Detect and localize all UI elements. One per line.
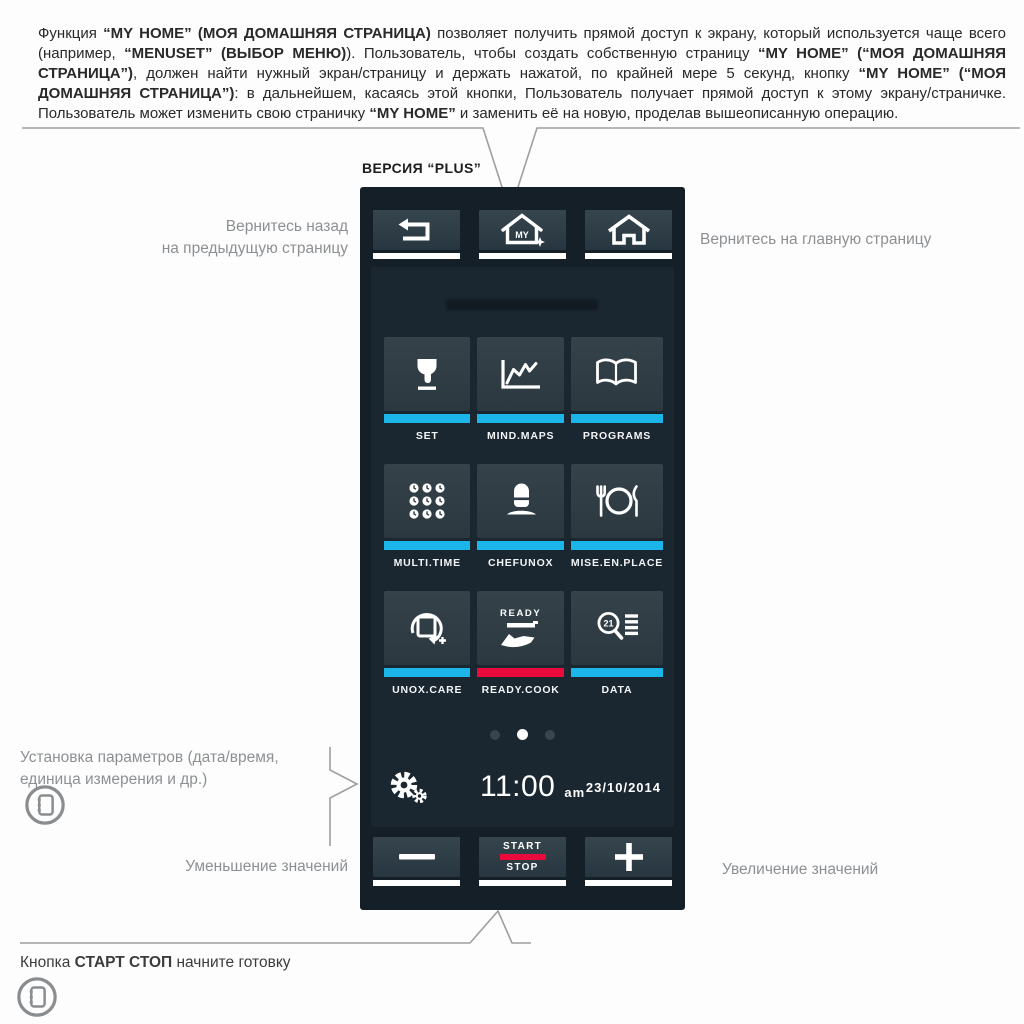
my-home-button[interactable] bbox=[479, 210, 566, 250]
tile-label: DATA bbox=[601, 684, 633, 696]
start-stop-button[interactable] bbox=[479, 837, 566, 877]
back-button-underline bbox=[373, 253, 460, 259]
tile-label: MULTI.TIME bbox=[393, 557, 461, 569]
hand-tray-icon bbox=[495, 621, 547, 649]
start-stop-note: Кнопка СТАРТ СТОП начните готовку bbox=[20, 954, 291, 971]
tile-data[interactable] bbox=[571, 591, 663, 696]
clock-date: 23/10/2014 bbox=[585, 779, 661, 795]
plate-cutlery-icon bbox=[593, 483, 641, 519]
rotate-square-icon bbox=[404, 607, 450, 649]
open-book-icon bbox=[593, 357, 641, 391]
minus-icon bbox=[399, 853, 435, 861]
my-home-house-icon bbox=[498, 211, 548, 249]
tile-label: MIND.MAPS bbox=[487, 430, 555, 442]
tile-mise-en-place[interactable] bbox=[571, 464, 663, 569]
tile-accent-bar bbox=[477, 414, 563, 423]
page-indicator bbox=[360, 729, 685, 740]
top-button-row bbox=[373, 210, 672, 259]
tile-accent-bar bbox=[384, 414, 470, 423]
clock-meridiem: am bbox=[564, 784, 586, 800]
callout-settings-line bbox=[330, 747, 357, 846]
tile-accent-bar bbox=[384, 541, 470, 550]
back-annotation: Вернитесь назад на предыдущую страницу bbox=[161, 218, 348, 257]
app-tile-grid bbox=[384, 337, 663, 696]
increase-annotation: Увеличение значений bbox=[722, 861, 879, 878]
page-dot-1[interactable] bbox=[490, 730, 500, 740]
page-dot-2-active[interactable] bbox=[517, 729, 528, 740]
version-label: ВЕРСИЯ “PLUS” bbox=[362, 160, 482, 176]
back-button[interactable] bbox=[373, 210, 460, 250]
tile-accent-bar bbox=[571, 541, 663, 550]
tile-accent-bar bbox=[477, 668, 563, 677]
tile-set[interactable] bbox=[384, 337, 470, 442]
manual-circle-icon bbox=[24, 784, 66, 826]
tile-multi-time[interactable] bbox=[384, 464, 470, 569]
tile-label: SET bbox=[415, 430, 439, 442]
settings-annotation: Установка параметров (дата/время, единица измерения и др.) bbox=[20, 749, 279, 788]
tile-mind-maps[interactable] bbox=[477, 337, 563, 442]
tile-accent-bar bbox=[571, 668, 663, 677]
home-annotation: Вернитесь на главную страницу bbox=[700, 231, 932, 248]
minus-button[interactable] bbox=[373, 837, 460, 877]
tile-programs[interactable] bbox=[571, 337, 663, 442]
tile-accent-bar bbox=[384, 668, 470, 677]
tile-label: PROGRAMS bbox=[582, 430, 652, 442]
tile-chefunox[interactable] bbox=[477, 464, 563, 569]
manual-circle-icon bbox=[16, 976, 58, 1018]
magnifier-list-icon bbox=[593, 610, 641, 646]
return-arrow-icon bbox=[396, 216, 438, 244]
tile-label: CHEFUNOX bbox=[488, 557, 554, 569]
plus-button[interactable] bbox=[585, 837, 672, 877]
chef-icon bbox=[499, 481, 543, 521]
decrease-annotation: Уменьшение значений bbox=[185, 858, 348, 875]
ready-badge: READY bbox=[500, 607, 542, 619]
home-button-underline bbox=[585, 253, 672, 259]
my-home-button-underline bbox=[479, 253, 566, 259]
plus-icon bbox=[615, 843, 643, 871]
home-house-icon bbox=[604, 212, 654, 248]
tile-label: READY.COOK bbox=[481, 684, 560, 696]
bottom-button-row bbox=[373, 837, 672, 886]
tile-label: UNOX.CARE bbox=[392, 684, 463, 696]
callout-startstop-line bbox=[20, 911, 531, 943]
oven-touch-panel bbox=[360, 187, 685, 910]
start-label: START bbox=[502, 840, 543, 852]
faint-ghost-text bbox=[446, 299, 598, 310]
tile-label: MISE.EN.PLACE bbox=[570, 557, 663, 569]
clock-grid-icon bbox=[407, 481, 447, 521]
magnifier-digits: 21 bbox=[603, 618, 614, 629]
tile-accent-bar bbox=[571, 414, 663, 423]
plus-button-underline bbox=[585, 880, 672, 886]
my-home-tag: MY bbox=[514, 230, 529, 240]
start-stop-red-bar bbox=[500, 854, 546, 860]
press-hand-icon bbox=[405, 353, 449, 395]
home-button[interactable] bbox=[585, 210, 672, 250]
page-dot-3[interactable] bbox=[545, 730, 555, 740]
start-stop-underline bbox=[479, 880, 566, 886]
tile-unox-care[interactable] bbox=[384, 591, 470, 696]
status-row bbox=[386, 765, 661, 809]
settings-gear-icon[interactable] bbox=[386, 767, 434, 807]
tile-ready-cook[interactable] bbox=[477, 591, 563, 696]
stop-label: STOP bbox=[506, 861, 539, 873]
minus-button-underline bbox=[373, 880, 460, 886]
tile-accent-bar bbox=[477, 541, 563, 550]
intro-paragraph: Функция “MY HOME” (МОЯ ДОМАШНЯЯ СТРАНИЦА) позволяет получить прямой доступ к экрану, который используется чаще всего (например, “MENUSET” (ВЫБОР МЕНЮ)). Пользователь, чтобы создать собственную страницу “MY HOME” (“МОЯ ДОМАШНЯЯ СТРАНИЦА”), должен найти нужный экран/страницу и держать нажатой, по крайней мере 5 секунд, кнопку “MY HOME” (“МОЯ ДОМАШНЯЯ СТРАНИЦА”): в дальнейшем, касаясь этой кнопки, Пользователь получает прямой доступ к этому экрану/страничке. Пользователь может изменить свою страничку “MY HOME” и заменить её на новую, проделав вышеописанную операцию. bbox=[38, 25, 1007, 123]
clock-time: 11:00 bbox=[480, 770, 556, 803]
line-chart-icon bbox=[498, 356, 544, 392]
